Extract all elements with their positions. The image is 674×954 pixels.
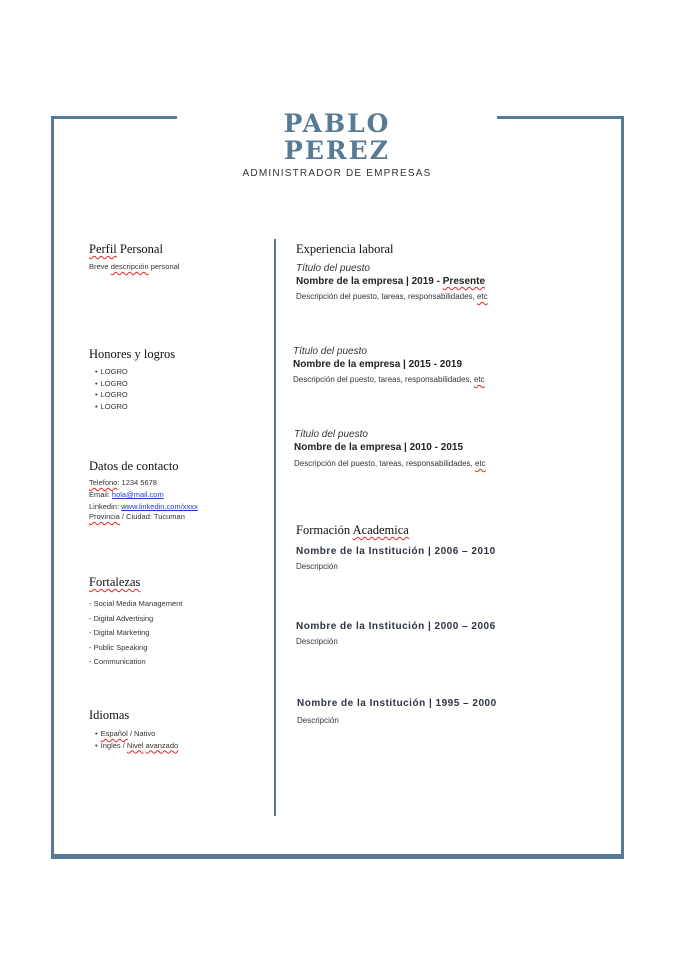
list-item [95,728,178,740]
education-description: Descripción [296,562,338,571]
education-heading-word2: Academica [352,523,409,537]
language-level-part: Nivel [126,740,144,750]
education-heading [296,523,409,538]
email-label: Email: [89,490,112,499]
job-desc-text: Descripción del puesto, tareas, responsabilidades, [294,459,475,468]
language-level-part: avanzado [145,740,179,750]
education-title: Nombre de la Institución | 1995 – 2000 [297,698,497,709]
profile-desc-part: Breve [89,262,111,271]
contact-location [89,512,185,522]
column-divider [274,239,276,816]
job-title: Título del puesto [296,263,370,274]
linkedin-label: Linkedin: [89,502,122,511]
job-role-title: ADMINISTRADOR DE EMPRESAS [242,168,432,179]
contact-linkedin [89,502,198,512]
languages-list [95,728,178,751]
job-company-text: Nombre de la empresa | 2019 - [296,276,443,287]
list-item: - Digital Advertising [89,612,182,627]
contact-email [89,490,164,500]
job-description [294,459,486,468]
frame-right-line [621,116,624,859]
location-label: Provincia [89,512,120,521]
job-company [294,442,463,453]
list-item: • LOGRO [95,366,128,378]
strengths-heading [89,575,140,590]
email-link[interactable]: hola@mail.com [111,490,164,499]
list-item: • LOGRO [95,401,128,413]
job-company-text: Nombre de la empresa | 2010 - 2015 [294,442,463,453]
profile-heading-word: Perfil [89,242,117,256]
job-desc-text: Descripción del puesto, tareas, responsabilidades, [293,375,474,384]
job-title: Título del puesto [293,346,367,357]
profile-heading [89,242,163,257]
contact-heading: Datos de contacto [89,459,179,473]
list-item [95,740,178,752]
language-name: Español [100,729,128,738]
strengths-list [89,597,182,670]
strengths-heading-text: Fortalezas [89,575,141,589]
profile-desc-part: descripción [110,262,149,271]
location-value: / Ciudad: Tucuman [119,512,185,521]
experience-heading: Experiencia laboral [296,242,394,256]
frame-bottom-line [51,854,624,859]
list-item: • LOGRO [95,389,128,401]
education-title: Nombre de la Institución | 2000 – 2006 [296,621,496,632]
honors-heading: Honores y logros [89,347,176,361]
phone-label: Telefono [89,478,118,487]
language-level: / Nativo [127,729,156,738]
job-company [293,359,462,370]
honors-list [95,366,128,412]
phone-value: : 1234 5678 [117,478,157,487]
profile-desc-part: personal [148,262,180,271]
list-item: • LOGRO [95,378,128,390]
job-company-end: Presente [442,276,486,287]
job-desc-etc: etc [477,292,488,301]
list-item: - Public Speaking [89,641,182,656]
list-item: - Digital Marketing [89,626,182,641]
education-title: Nombre de la Institución | 2006 – 2010 [296,546,496,557]
profile-description [89,262,179,272]
last-name: PEREZ [284,136,390,165]
linkedin-link[interactable]: www.linkedin.com/xxxx [121,502,198,511]
job-description [296,292,488,301]
job-company [296,276,485,287]
education-description: Descripción [296,637,338,646]
job-desc-text: Descripción del puesto, tareas, responsabilidades, [296,292,477,301]
list-item: - Communication [89,655,182,670]
language-name: Ingles / [100,740,127,750]
frame-left-line [51,116,54,859]
first-name: PABLO [283,109,391,138]
job-title: Título del puesto [294,429,368,440]
job-company-text: Nombre de la empresa | 2015 - 2019 [293,359,462,370]
list-item: - Social Media Management [89,597,182,612]
job-desc-etc: etc [474,375,485,384]
contact-phone [89,478,157,488]
frame-top-right-line [497,116,624,119]
education-heading-word: Formación [296,523,351,537]
education-description: Descripción [297,716,339,725]
frame-top-left-line [51,116,177,119]
job-description [293,375,485,384]
profile-heading-word2: Personal [116,242,163,256]
languages-heading: Idiomas [89,708,130,722]
job-desc-etc: etc [475,459,486,468]
